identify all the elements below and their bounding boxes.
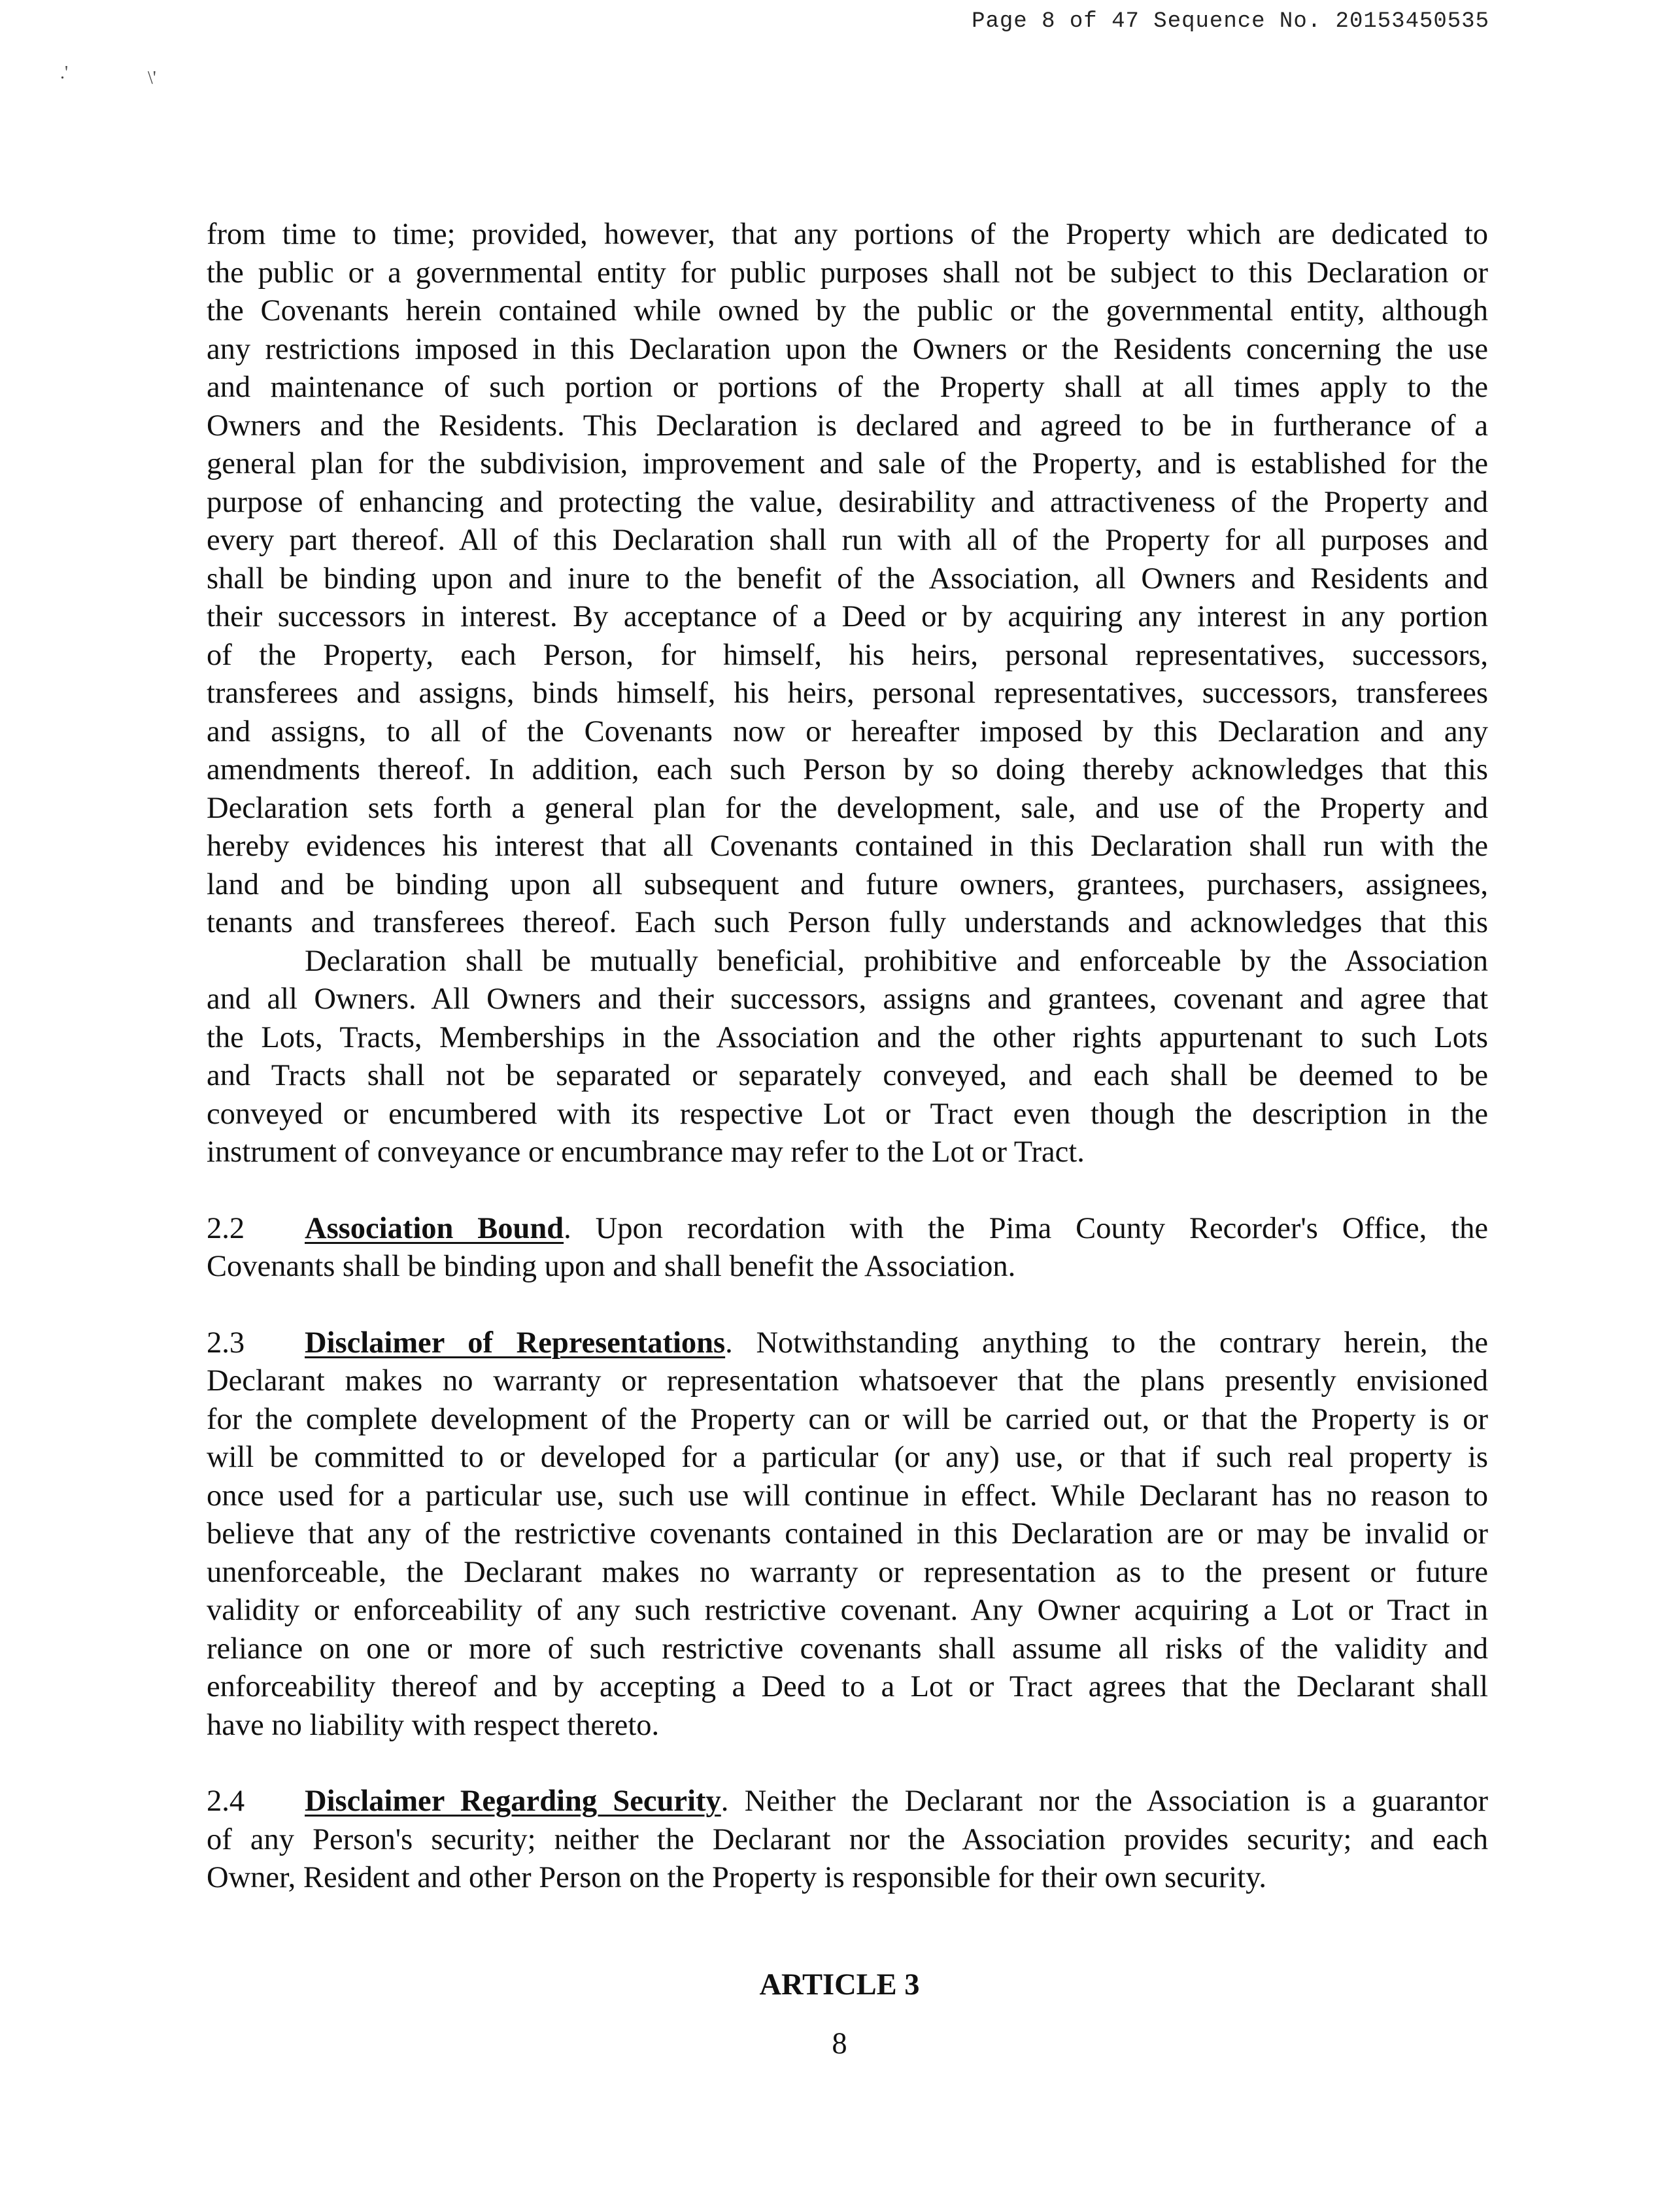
section-text: . Neither the Declarant nor the Association is a guarantor bbox=[721, 1785, 1488, 1818]
text-line: Declaration sets forth a general plan for the development, sale, and use of the Property and bbox=[207, 791, 1488, 825]
text-line: and all Owners. All Owners and their successors, assigns and grantees, covenant and agree that bbox=[207, 982, 1488, 1016]
scan-mark-left: .' bbox=[60, 63, 69, 83]
section-text: . Notwithstanding anything to the contrary herein, the bbox=[725, 1326, 1488, 1360]
text-line: hereby evidences his interest that all Covenants contained in this Declaration shall run with the bbox=[207, 830, 1488, 863]
text-line: from time to time; provided, however, that any portions of the Property which are dedicated to bbox=[207, 218, 1488, 251]
text-line: have no liability with respect thereto. bbox=[207, 1708, 660, 1742]
paragraph-continuation bbox=[207, 216, 1488, 1172]
text-line: purpose of enhancing and protecting the value, desirability and attractiveness of the Property and bbox=[207, 485, 1488, 519]
section-heading: Association Bound bbox=[305, 1211, 564, 1245]
text-line: tenants and transferees thereof. Each such Person fully understands and acknowledges that this bbox=[207, 906, 1488, 939]
text-line: for the complete development of the Property can or will be carried out, or that the Property is or bbox=[207, 1402, 1488, 1436]
text-line: shall be binding upon and inure to the benefit of the Association, all Owners and Residents and bbox=[207, 561, 1488, 595]
text-line: conveyed or encumbered with its respective Lot or Tract even though the description in the bbox=[207, 1097, 1488, 1131]
text-line: believe that any of the restrictive covenants contained in this Declaration are or may be invalid or bbox=[207, 1517, 1488, 1550]
text-line: reliance on one or more of such restrictive covenants shall assume all risks of the validity and bbox=[207, 1632, 1488, 1666]
text-line: Covenants shall be binding upon and shall benefit the Association. bbox=[207, 1250, 1016, 1283]
recorder-page-header: Page 8 of 47 Sequence No. 20153450535 bbox=[972, 9, 1489, 34]
text-line: every part thereof. All of this Declaration shall run with all of the Property for all purposes and bbox=[207, 524, 1488, 557]
text-line: enforceability thereof and by accepting a Deed to a Lot or Tract agrees that the Declarant shall bbox=[207, 1670, 1488, 1703]
text-line: Owner, Resident and other Person on the Property is responsible for their own security. bbox=[207, 1861, 1266, 1894]
text-line: Declaration shall be mutually beneficial, prohibitive and enforceable by the Association bbox=[305, 944, 1488, 978]
text-line: and assigns, to all of the Covenants now or hereafter imposed by this Declaration and any bbox=[207, 714, 1488, 748]
document-body bbox=[207, 216, 1488, 1898]
text-line: Declarant makes no warranty or representation whatsoever that the plans presently envisioned bbox=[207, 1364, 1488, 1398]
section-number: 2.4 bbox=[207, 1785, 245, 1818]
text-line: their successors in interest. By acceptance of a Deed or by acquiring any interest in any portion bbox=[207, 600, 1488, 633]
text-line: will be committed to or developed for a particular (or any) use, or that if such real property is bbox=[207, 1441, 1488, 1474]
section-number: 2.2 bbox=[207, 1211, 245, 1245]
section-text: . Upon recordation with the Pima County Recorder's Office, the bbox=[564, 1211, 1488, 1245]
text-line: validity or enforceability of any such restrictive covenant. Any Owner acquiring a Lot or Tract in bbox=[207, 1594, 1488, 1627]
text-line: of the Property, each Person, for himself, his heirs, personal representatives, successors, bbox=[207, 638, 1488, 672]
text-line: any restrictions imposed in this Declaration upon the Owners or the Residents concerning the use bbox=[207, 332, 1488, 366]
section-2-4 bbox=[207, 1783, 1488, 1898]
section-2-3 bbox=[207, 1324, 1488, 1745]
section-number: 2.3 bbox=[207, 1326, 245, 1360]
scan-mark-right: \' bbox=[148, 68, 156, 88]
section-2-2 bbox=[207, 1210, 1488, 1286]
text-line: Owners and the Residents. This Declaration is declared and agreed to be in furtherance of a bbox=[207, 409, 1488, 443]
text-line: unenforceable, the Declarant makes no warranty or representation as to the present or future bbox=[207, 1555, 1488, 1589]
section-heading: Disclaimer Regarding Security bbox=[305, 1785, 721, 1818]
text-line: and Tracts shall not be separated or separately conveyed, and each shall be deemed to be bbox=[207, 1059, 1488, 1092]
text-line: the Lots, Tracts, Memberships in the Association and the other rights appurtenant to such Lots bbox=[207, 1020, 1488, 1054]
text-line: amendments thereof. In addition, each such Person by so doing thereby acknowledges that this bbox=[207, 753, 1488, 786]
section-heading: Disclaimer of Representations bbox=[305, 1326, 726, 1360]
text-line: the Covenants herein contained while owned by the public or the governmental entity, although bbox=[207, 294, 1488, 327]
text-line: instrument of conveyance or encumbrance may refer to the Lot or Tract. bbox=[207, 1135, 1085, 1169]
page-number: 8 bbox=[832, 2027, 847, 2060]
text-line: the public or a governmental entity for public purposes shall not be subject to this Declaration or bbox=[207, 256, 1488, 290]
text-line: and maintenance of such portion or portions of the Property shall at all times apply to the bbox=[207, 371, 1488, 404]
text-line: of any Person's security; neither the Declarant nor the Association provides security; and each bbox=[207, 1822, 1488, 1856]
text-line: general plan for the subdivision, improvement and sale of the Property, and is established for the bbox=[207, 447, 1488, 480]
article-heading: ARTICLE 3 bbox=[759, 1968, 920, 2002]
text-line: once used for a particular use, such use will continue in effect. While Declarant has no reason to bbox=[207, 1479, 1488, 1513]
text-line: land and be binding upon all subsequent and future owners, grantees, purchasers, assignees, bbox=[207, 867, 1488, 901]
text-line: transferees and assigns, binds himself, his heirs, personal representatives, successors, transferees bbox=[207, 677, 1488, 710]
